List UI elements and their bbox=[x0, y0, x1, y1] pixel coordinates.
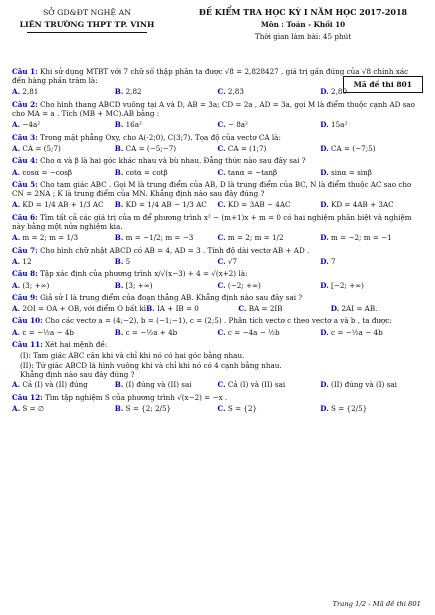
exam-info-block bbox=[183, 8, 423, 41]
question-number: Câu 1: bbox=[12, 66, 38, 76]
question bbox=[12, 340, 423, 349]
question-text: Giả sử I là trung điểm của đoạn thẳng AB. Khẳng định nào sau đây sai ? bbox=[40, 292, 303, 302]
answer-option: B. (I) đúng và (II) sai bbox=[114, 380, 192, 390]
answer-option: D. sinα = sinβ bbox=[320, 167, 372, 177]
question-number: Câu 5: bbox=[12, 179, 38, 189]
answer-options bbox=[12, 257, 423, 266]
answer-option: C. − 8a² bbox=[217, 120, 248, 130]
question bbox=[12, 133, 423, 142]
question bbox=[12, 293, 423, 302]
exam-duration: Thời gian làm bài: 45 phút bbox=[254, 31, 352, 41]
answer-option: C. m = 2; m = 1/2 bbox=[217, 233, 284, 243]
answer-option: A. 2,81 bbox=[12, 87, 39, 97]
answer-option: C. BA = 2IB bbox=[238, 304, 283, 314]
answer-option: C. tanα = −tanβ bbox=[217, 167, 278, 177]
question-number: Câu 4: bbox=[12, 156, 38, 166]
answer-options bbox=[12, 304, 423, 313]
exam-header bbox=[12, 8, 423, 41]
question-number: Câu 2: bbox=[12, 99, 38, 109]
question-text: Trong mặt phẳng Oxy, cho A(-2;0), C(3;7). Tọa độ của vectơ CA là: bbox=[40, 132, 281, 142]
answer-option: B. m = −1/2; m = −3 bbox=[114, 233, 194, 243]
school-name: LIÊN TRƯỜNG THPT TP. VINH bbox=[19, 20, 155, 30]
question-statement: (II): Tứ giác ABCD là hình vuông khi và chỉ khi nó có 4 cạnh bằng nhau. bbox=[20, 360, 282, 370]
answer-option: A. 12 bbox=[12, 256, 32, 266]
answer-option: A. KD = 1/4 AB + 1/3 AC bbox=[12, 200, 104, 210]
answer-option: C. CA = (1;7) bbox=[217, 143, 267, 153]
answer-option: D. (II) đúng và (I) sai bbox=[320, 380, 397, 390]
question-text: Tìm tất cả các giá trị của m để phương trình x² − (m+1)x + m = 0 có hai nghiệm phân biệt và nghiệm này bằng một nửa nghiệm kia. bbox=[12, 212, 412, 232]
answer-option: A. m = 2; m = 1/3 bbox=[12, 233, 79, 243]
question-text: Tìm tập nghiệm S của phương trình √(x−2) = −x . bbox=[45, 392, 228, 402]
question-number: Câu 7: bbox=[12, 245, 38, 255]
question-number: Câu 3: bbox=[12, 132, 38, 142]
question bbox=[12, 100, 423, 119]
question-text: Cho hình thang ABCD vuông tại A và D, AB = 3a; CD = 2a , AD = 3a, gọi M là điểm thuộc cạnh AD sao cho MA = a . Tích (MB + MC).AB bằng : bbox=[12, 99, 416, 119]
answer-option: B. 2,82 bbox=[114, 87, 142, 97]
question-text: Cho α và β là hai góc khác nhau và bù nhau. Đẳng thức nào sau đây sai ? bbox=[40, 156, 306, 166]
answer-option: A. Cả (I) và (II) đúng bbox=[12, 380, 88, 390]
answer-option: B. CA = (−5;−7) bbox=[114, 143, 177, 153]
answer-options bbox=[12, 281, 423, 290]
answer-option: D. m = −2; m = −1 bbox=[320, 233, 392, 243]
answer-option: A. −4a² bbox=[12, 120, 41, 130]
answer-option: C. KD = 3AB − 4AC bbox=[217, 200, 291, 210]
question bbox=[12, 180, 423, 199]
question-number: Câu 12: bbox=[12, 392, 43, 402]
answer-option: A. (3; +∞) bbox=[12, 280, 50, 290]
answer-options bbox=[12, 144, 423, 153]
answer-option: D. 2,80 bbox=[320, 87, 348, 97]
answer-option: C. (−2; +∞) bbox=[217, 280, 261, 290]
answer-option: B. 5 bbox=[114, 256, 131, 266]
question-statement: Khẳng định nào sau đây đúng ? bbox=[20, 369, 135, 379]
question bbox=[12, 316, 423, 325]
answer-options bbox=[12, 120, 423, 129]
answer-option: D. c = −½a − 4b bbox=[320, 327, 383, 337]
answer-options bbox=[12, 404, 423, 413]
department-name: SỞ GD&ĐT NGHỆ AN bbox=[42, 8, 132, 17]
answer-option: C. 2,83 bbox=[217, 87, 244, 97]
answer-option: D. [−2; +∞) bbox=[320, 280, 364, 290]
exam-code-box: Mã đề thi 801 bbox=[343, 76, 423, 93]
answer-option: C. √7 bbox=[217, 256, 238, 266]
answer-options bbox=[12, 168, 423, 177]
question-number: Câu 10: bbox=[12, 316, 43, 326]
question-text: Khi sử dụng MTBT với 7 chữ số thập phân ta được √8 = 2,828427 , giá trị gần đúng của √8 chính xác đến hàng phần trăm là: bbox=[12, 66, 409, 86]
answer-option: D. KD = 4AB + 3AC bbox=[320, 200, 394, 210]
answer-option: A. c = −½a − 4b bbox=[12, 327, 75, 337]
question bbox=[12, 269, 423, 278]
question-number: Câu 8: bbox=[12, 269, 38, 279]
answer-option: B. KD = 1/4 AB − 1/3 AC bbox=[114, 200, 207, 210]
question-number: Câu 11: bbox=[12, 340, 43, 350]
question-text: Cho tam giác ABC . Gọi M là trung điểm của AB, D là trung điểm của BC, N là điểm thuộc AC sao cho CN = 2NA ; K là trung điểm của MN. Khẳng định nào sau đây đúng ? bbox=[12, 179, 412, 199]
question bbox=[12, 156, 423, 165]
answer-option: D. 15a² bbox=[320, 120, 348, 130]
answer-options bbox=[12, 328, 423, 337]
question-number: Câu 9: bbox=[12, 292, 38, 302]
answer-option: A. cosα = −cosβ bbox=[12, 167, 73, 177]
answer-options bbox=[12, 380, 423, 389]
page-footer: Trang 1/2 - Mã đề thi 801 bbox=[332, 599, 421, 608]
question-number: Câu 6: bbox=[12, 212, 38, 222]
answer-option: B. c = −½a + 4b bbox=[114, 327, 178, 337]
header-divider bbox=[27, 32, 147, 33]
answer-option: A. S = ∅ bbox=[12, 403, 45, 413]
answer-option: A. 2OI = OA + OB, với điểm O bất kì bbox=[12, 304, 147, 314]
answer-option: B. [3; +∞) bbox=[114, 280, 153, 290]
answer-option: D. CA = (−7;5) bbox=[320, 143, 376, 153]
question-text: Cho các vectơ a = (4;−2), b = (−1;−1), c = (2;5) . Phân tích vectơ c theo vectơ a và b , ta được: bbox=[45, 316, 392, 326]
answer-option: B. 16a² bbox=[114, 120, 142, 130]
question bbox=[12, 393, 423, 402]
exam-subject: Môn : Toán - Khối 10 bbox=[260, 20, 346, 30]
exam-title: ĐỀ KIỂM TRA HỌC KỲ I NĂM HỌC 2017-2018 bbox=[198, 7, 408, 17]
question-list bbox=[12, 67, 423, 413]
answer-options bbox=[12, 200, 423, 209]
question-text: Cho hình chữ nhật ABCD có AB = 4, AD = 3 . Tính độ dài vectơ AB + AD . bbox=[40, 245, 310, 255]
answer-option: C. S = {2} bbox=[217, 403, 258, 413]
answer-options bbox=[12, 233, 423, 242]
answer-option: A. CA = (5;7) bbox=[12, 143, 61, 153]
answer-option: D. 7 bbox=[320, 256, 336, 266]
answer-option: B. S = {2; 2/5} bbox=[114, 403, 172, 413]
answer-option: B. IA + IB = 0 bbox=[146, 304, 199, 314]
answer-option: B. cotα = cotβ bbox=[114, 167, 168, 177]
answer-option: C. Cả (I) và (II) sai bbox=[217, 380, 286, 390]
answer-option: D. S = {2/5} bbox=[320, 403, 368, 413]
answer-option: C. c = −4a − ½b bbox=[217, 327, 280, 337]
institution-block bbox=[12, 8, 162, 41]
question-text: Xét hai mệnh đề: bbox=[45, 340, 108, 350]
answer-option: D. 2AI = AB. bbox=[330, 304, 378, 314]
question-text: Tập xác định của phương trình x/√(x−3) + 4 = √(x+2) là: bbox=[40, 269, 248, 279]
question-statement: (I): Tam giác ABC cân khi và chỉ khi nó có hai góc bằng nhau. bbox=[20, 351, 245, 361]
question bbox=[12, 213, 423, 232]
question bbox=[12, 246, 423, 255]
